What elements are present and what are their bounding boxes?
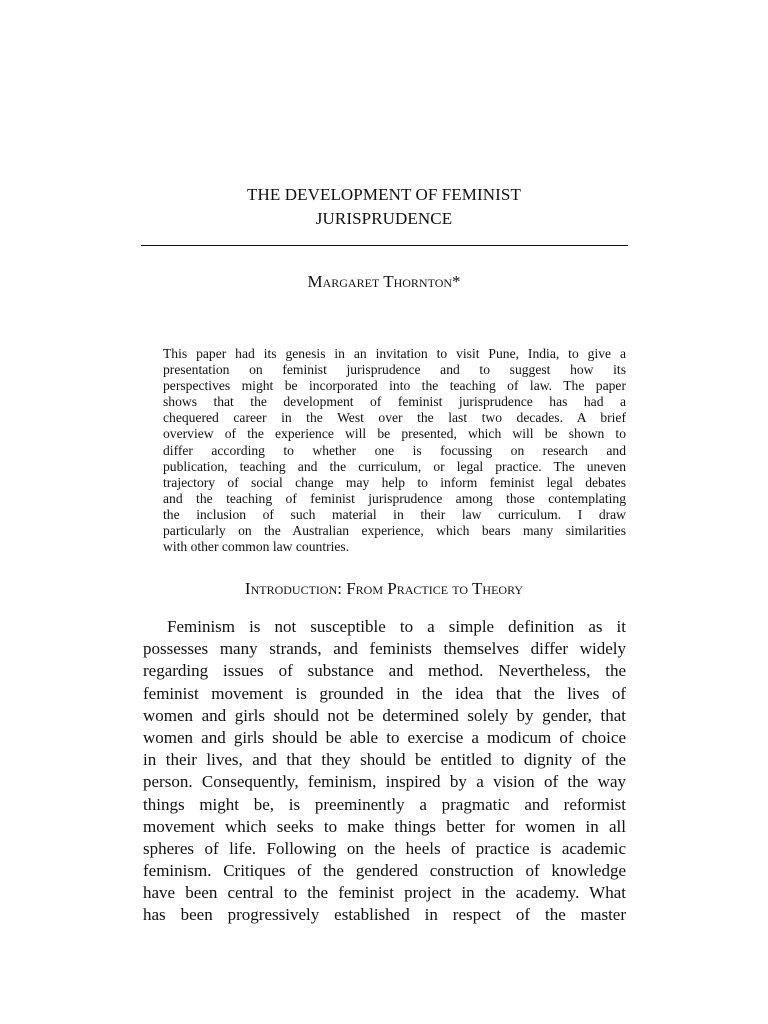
- abstract-line: and the teaching of feminist jurisprudence among those contemplating: [163, 490, 626, 506]
- abstract-line: This paper had its genesis in an invitation to visit Pune, India, to give a: [163, 346, 626, 361]
- body-line: has been progressively established in respect of the master: [143, 905, 626, 925]
- body-line: regarding issues of substance and method. Nevertheless, the: [143, 661, 626, 681]
- body-line: in their lives, and that they should be entitled to dignity of the: [143, 750, 626, 770]
- abstract-line: presentation on feminist jurisprudence and to suggest how its: [163, 362, 626, 378]
- body-line: movement which seeks to make things better for women in all: [143, 816, 626, 836]
- body-line: things might be, is preeminently a pragmatic and reformist: [143, 794, 626, 814]
- abstract-line: the inclusion of such material in their law curriculum. I draw: [163, 506, 626, 522]
- section-heading: Introduction: From Practice to Theory: [244, 579, 524, 598]
- abstract-line: chequered career in the West over the last two decades. A brief: [163, 410, 626, 426]
- body-line: Feminism is not susceptible to a simple definition as it: [167, 617, 626, 636]
- author-name: Margaret Thornton*: [307, 272, 461, 291]
- abstract-line: shows that the development of feminist jurisprudence has had a: [163, 394, 626, 410]
- abstract-line: trajectory of social change may help to inform feminist legal debates: [163, 474, 626, 490]
- abstract-line: perspectives might be incorporated into the teaching of law. The paper: [163, 378, 626, 394]
- body-line: feminism. Critiques of the gendered construction of knowledge: [143, 861, 626, 881]
- body-line: women and girls should not be determined solely by gender, that: [143, 705, 626, 725]
- abstract-line: publication, teaching and the curriculum, or legal practice. The uneven: [163, 458, 626, 474]
- body-line: possesses many strands, and feminists themselves differ widely: [143, 639, 626, 659]
- body-line: feminist movement is grounded in the idea that the lives of: [143, 683, 626, 703]
- body-line: person. Consequently, feminism, inspired by a vision of the way: [143, 772, 626, 792]
- body-paragraph: [143, 616, 626, 927]
- paper-title-line-1: THE DEVELOPMENT OF FEMINIST: [247, 185, 521, 204]
- title-divider: [141, 245, 628, 246]
- abstract-line: differ according to whether one is focussing on research and: [163, 442, 626, 458]
- abstract-line: overview of the experience will be presented, which will be shown to: [163, 426, 626, 442]
- abstract-line: with other common law countries.: [163, 539, 350, 555]
- abstract: [163, 346, 626, 555]
- body-line: have been central to the feminist project in the academy. What: [143, 883, 626, 903]
- paper-title-line-2: JURISPRUDENCE: [315, 209, 453, 228]
- abstract-line: particularly on the Australian experience, which bears many similarities: [163, 523, 626, 539]
- body-line: women and girls should be able to exercise a modicum of choice: [143, 727, 626, 747]
- body-line: spheres of life. Following on the heels of practice is academic: [143, 838, 626, 858]
